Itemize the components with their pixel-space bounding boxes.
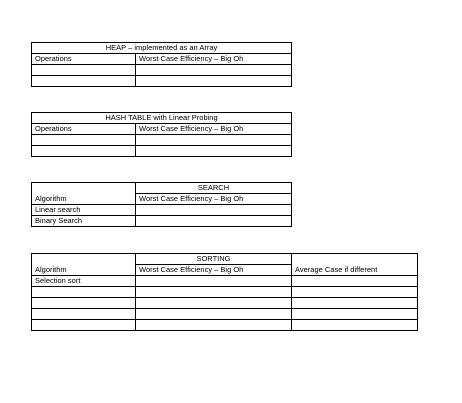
sorting-header-worst-case: Worst Case Efficiency – Big Oh — [136, 265, 292, 276]
table-cell — [136, 76, 292, 87]
table-row — [32, 146, 292, 157]
table-cell — [136, 205, 292, 216]
hash-title: HASH TABLE with Linear Probing — [32, 113, 292, 124]
table-row — [32, 135, 292, 146]
table-row — [32, 76, 292, 87]
table-cell — [32, 320, 136, 331]
table-cell: Selection sort — [32, 276, 136, 287]
table-cell — [32, 298, 136, 309]
sorting-header-algorithm: Algorithm — [32, 265, 136, 276]
table-cell: Linear search — [32, 205, 136, 216]
search-table — [31, 182, 292, 227]
table-row — [32, 65, 292, 76]
sorting-header-average-case: Average Case if different — [292, 265, 418, 276]
table-cell — [292, 254, 418, 265]
table-row — [32, 298, 418, 309]
table-cell — [136, 287, 292, 298]
table-header-row — [32, 124, 292, 135]
heap-header-worst-case: Worst Case Efficiency – Big Oh — [136, 54, 292, 65]
table-cell — [136, 65, 292, 76]
table-cell — [32, 65, 136, 76]
hash-header-operations: Operations — [32, 124, 136, 135]
table-cell — [292, 287, 418, 298]
table-title-row — [32, 254, 418, 265]
table-title-row — [32, 183, 292, 194]
table-row — [32, 205, 292, 216]
table-header-row — [32, 194, 292, 205]
table-cell — [32, 254, 136, 265]
table-cell — [32, 183, 136, 194]
table-header-row — [32, 265, 418, 276]
sorting-title: SORTING — [136, 254, 292, 265]
table-cell — [32, 76, 136, 87]
table-title-row — [32, 43, 292, 54]
hash-table — [31, 112, 292, 157]
search-header-worst-case: Worst Case Efficiency – Big Oh — [136, 194, 292, 205]
table-row — [32, 216, 292, 227]
table-header-row — [32, 54, 292, 65]
table-cell — [136, 216, 292, 227]
sorting-table — [31, 253, 418, 331]
table-title-row — [32, 113, 292, 124]
table-cell — [292, 276, 418, 287]
table-row — [32, 320, 418, 331]
table-cell — [292, 298, 418, 309]
table-cell — [136, 135, 292, 146]
table-cell — [32, 135, 136, 146]
search-title: SEARCH — [136, 183, 292, 194]
hash-header-worst-case: Worst Case Efficiency – Big Oh — [136, 124, 292, 135]
table-row — [32, 276, 418, 287]
table-cell — [136, 276, 292, 287]
table-cell: Binary Search — [32, 216, 136, 227]
table-cell — [32, 309, 136, 320]
heap-table — [31, 42, 292, 87]
search-header-algorithm: Algorithm — [32, 194, 136, 205]
table-cell — [136, 309, 292, 320]
table-row — [32, 287, 418, 298]
table-cell — [292, 320, 418, 331]
table-cell — [32, 146, 136, 157]
table-cell — [32, 287, 136, 298]
table-cell — [136, 298, 292, 309]
table-cell — [136, 146, 292, 157]
table-row — [32, 309, 418, 320]
table-cell — [136, 320, 292, 331]
heap-title: HEAP – implemented as an Array — [32, 43, 292, 54]
table-cell — [292, 309, 418, 320]
heap-header-operations: Operations — [32, 54, 136, 65]
